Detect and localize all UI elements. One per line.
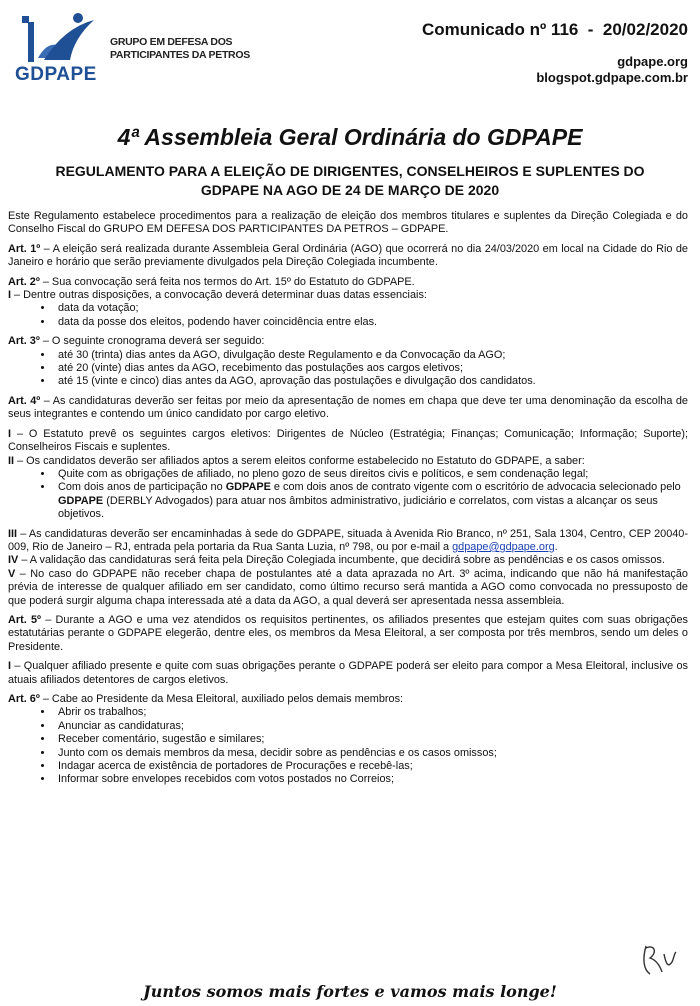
page-title: 4ª Assembleia Geral Ordinária do GDPAPE <box>117 124 583 150</box>
list-item: • data da posse dos eleitos, podendo haver coincidência entre elas. <box>54 316 688 329</box>
art2-paragraph <box>8 276 688 289</box>
header <box>0 0 700 110</box>
art5-i-label: I <box>8 660 12 673</box>
footer-slogan: Juntos somos mais fortes e vamos mais longe! <box>143 982 557 1001</box>
art5-i-text: – Qualquer afiliado presente e quite com suas obrigações perante o GDPAPE poderá ser eleito para compor a Mesa Eleitoral, inclusive os atuais afiliados detentores de cargos eletivos. <box>8 660 688 686</box>
email-link[interactable]: gdpape@gdpape.org <box>452 540 555 553</box>
art4-iii-text: – As candidaturas deverão ser encaminhadas à sede do GDPAPE, situada à Avenida Rio Branco, nº 251, Sala 1304, Centro, CEP 20040-009, Rio de Janeiro – RJ, entrada pela portaria da Rua Santa Luzia, nº 798, ou por e-mail a <box>8 527 688 553</box>
art2-i-paragraph <box>8 289 688 302</box>
art2-label: Art. 2º <box>8 275 40 288</box>
art4-v-label: V <box>8 567 16 580</box>
item-text: Com dois anos de participação no <box>58 481 226 494</box>
art6-list <box>8 706 688 786</box>
list-item: • até 20 (vinte) dias antes da AGO, recebimento das postulações aos cargos eletivos; <box>54 362 688 375</box>
list-item: • Informar sobre envelopes recebidos com votos postados no Correios; <box>54 773 688 786</box>
art4-v-paragraph <box>8 568 688 608</box>
list-item: • data da votação; <box>54 302 688 315</box>
art3-label: Art. 3º <box>8 335 40 348</box>
item-text: e com dois anos de contrato vigente com o escritório de advocacia selecionado pelo <box>270 481 681 494</box>
art2-list <box>8 302 688 329</box>
item-text: (DERBLY Advogados) para atuar nos âmbitos administrativo, judiciário e correlatos, com vistas a alcançar os seus objetivos. <box>58 494 658 521</box>
list-item: • até 30 (trinta) dias antes da AGO, divulgação deste Regulamento e da Convocação da AGO; <box>54 349 688 362</box>
art2-i-text: – Dentre outras disposições, a convocação deverá determinar duas datas essenciais: <box>11 289 427 302</box>
art3-list <box>8 349 688 389</box>
art4-v-text: – No caso do GDPAPE não receber chapa de postulantes até a data aprazada no Art. 3º acima, indicando que não há manifestação prévia de interesse de qualquer afiliado em ser candidato, como último recurso será mantida a AGO como convocada no pressuposto de que poderá surgir alguma chapa interessada até a data da AGO, a qual deverá ser apresentada nessa assembleia. <box>8 567 688 607</box>
list-item: • até 15 (vinte e cinco) dias antes da AGO, aprovação das postulações e divulgação dos candidatos. <box>54 375 688 388</box>
art4-iv-paragraph <box>8 554 688 567</box>
art3-paragraph <box>8 335 688 348</box>
art4-iii-end: . <box>554 540 558 553</box>
site-link-gdpape[interactable]: gdpape.org <box>617 54 688 69</box>
art4-i-text: – O Estatuto prevê os seguintes cargos eletivos: Dirigentes de Núcleo (Estratégia; Finanças; Comunicação; Informação; Suporte); Conselheiros Fiscais e suplentes. <box>8 427 688 454</box>
art2-text: – Sua convocação será feita nos termos do Art. 15º do Estatuto do GDPAPE. <box>39 275 415 288</box>
art4-iii-paragraph <box>8 528 688 555</box>
art4-iv-label: IV <box>8 554 19 567</box>
list-item: • Abrir os trabalhos; <box>54 706 688 719</box>
art4-ii-paragraph <box>8 455 688 468</box>
signature-icon <box>638 940 678 980</box>
art4-i-label: I <box>8 427 12 440</box>
logo-text: GDPAPE <box>15 64 97 85</box>
art5-i-paragraph <box>8 660 688 687</box>
art4-text: – As candidaturas deverão ser feitas por meio da apresentação de nomes em chapa que deve ter uma denominação da escolha de seus integrantes e contendo um único candidato por cargo eletivo. <box>8 394 688 421</box>
art4-ii-text: – Os candidatos deverão ser afiliados aptos a serem eleitos conforme estabelecido no Estatuto do GDPAPE, a saber: <box>14 454 585 467</box>
art4-ii-list <box>8 468 688 522</box>
list-item: • Anunciar as candidaturas; <box>54 720 688 733</box>
art5-paragraph <box>8 614 688 654</box>
art1-text: – A eleição será realizada durante Assembleia Geral Ordinária (AGO) que ocorrerá no dia 24/03/2020 em local na Cidade do Rio de Janeiro e horário que serão previamente divulgados pela Direção Colegiada incumbente. <box>8 242 688 269</box>
art5-text: – Durante a AGO e uma vez atendidos os requisitos pertinentes, os afiliados presentes que estejam quites com suas obrigações estatutárias perante o GDPAPE elegerão, dentre eles, os membros da Mesa Eleitoral, a ser composta por três membros, sendo um deles o Presidente. <box>8 613 688 653</box>
item-bold: GDPAPE <box>58 494 104 507</box>
document-body <box>8 210 688 793</box>
item-bold: GDPAPE <box>225 481 271 494</box>
comunicado-number: Comunicado nº 116 - 20/02/2020 <box>421 20 688 39</box>
page-subtitle: REGULAMENTO PARA A ELEIÇÃO DE DIRIGENTES, CONSELHEIROS E SUPLENTES DO GDPAPE NA AGO DE 24 DE MARÇO DE 2020 <box>55 163 645 198</box>
list-item: • Junto com os demais membros da mesa, decidir sobre as pendências e os casos omissos; <box>54 747 688 760</box>
art4-iii-label: III <box>8 527 18 540</box>
site-links <box>536 54 688 86</box>
art4-i-paragraph <box>8 428 688 455</box>
art5-label: Art. 5º <box>8 613 42 626</box>
art1-paragraph <box>8 243 688 270</box>
art4-label: Art. 4º <box>8 394 41 407</box>
list-item <box>54 481 688 521</box>
art4-iv-text: – A validação das candidaturas será feita pela Direção Colegiada incumbente, que decidirá sobre as pendências e os casos omissos. <box>18 554 665 567</box>
list-item: • Indagar acerca de existência de portadores de Procurações e recebê-las; <box>54 760 688 773</box>
art3-text: – O seguinte cronograma deverá ser seguido: <box>39 335 265 348</box>
art2-i-label: I <box>8 289 12 302</box>
art4-ii-label: II <box>8 454 15 467</box>
site-link-blogspot[interactable]: blogspot.gdpape.com.br <box>536 70 688 85</box>
art1-label: Art. 1º <box>8 242 41 255</box>
art4-paragraph <box>8 395 688 422</box>
list-item: • Receber comentário, sugestão e similares; <box>54 733 688 746</box>
art6-label: Art. 6º <box>8 693 40 705</box>
art6-text: – Cabe ao Presidente da Mesa Eleitoral, auxiliado pelos demais membros: <box>39 693 404 705</box>
list-item: • Quite com as obrigações de afiliado, no pleno gozo de seus direitos civis e políticos, e sem condenação legal; <box>54 468 688 481</box>
intro-paragraph: Este Regulamento estabelece procedimentos para a realização de eleição dos membros titulares e suplentes da Direção Colegiada e do Conselho Fiscal do GRUPO EM DEFESA DOS PARTICIPANTES DA PETROS – GDPAPE. <box>8 210 688 236</box>
art6-paragraph <box>8 693 688 706</box>
group-name: GRUPO EM DEFESA DOS PARTICIPANTES DA PETROS <box>110 36 250 61</box>
